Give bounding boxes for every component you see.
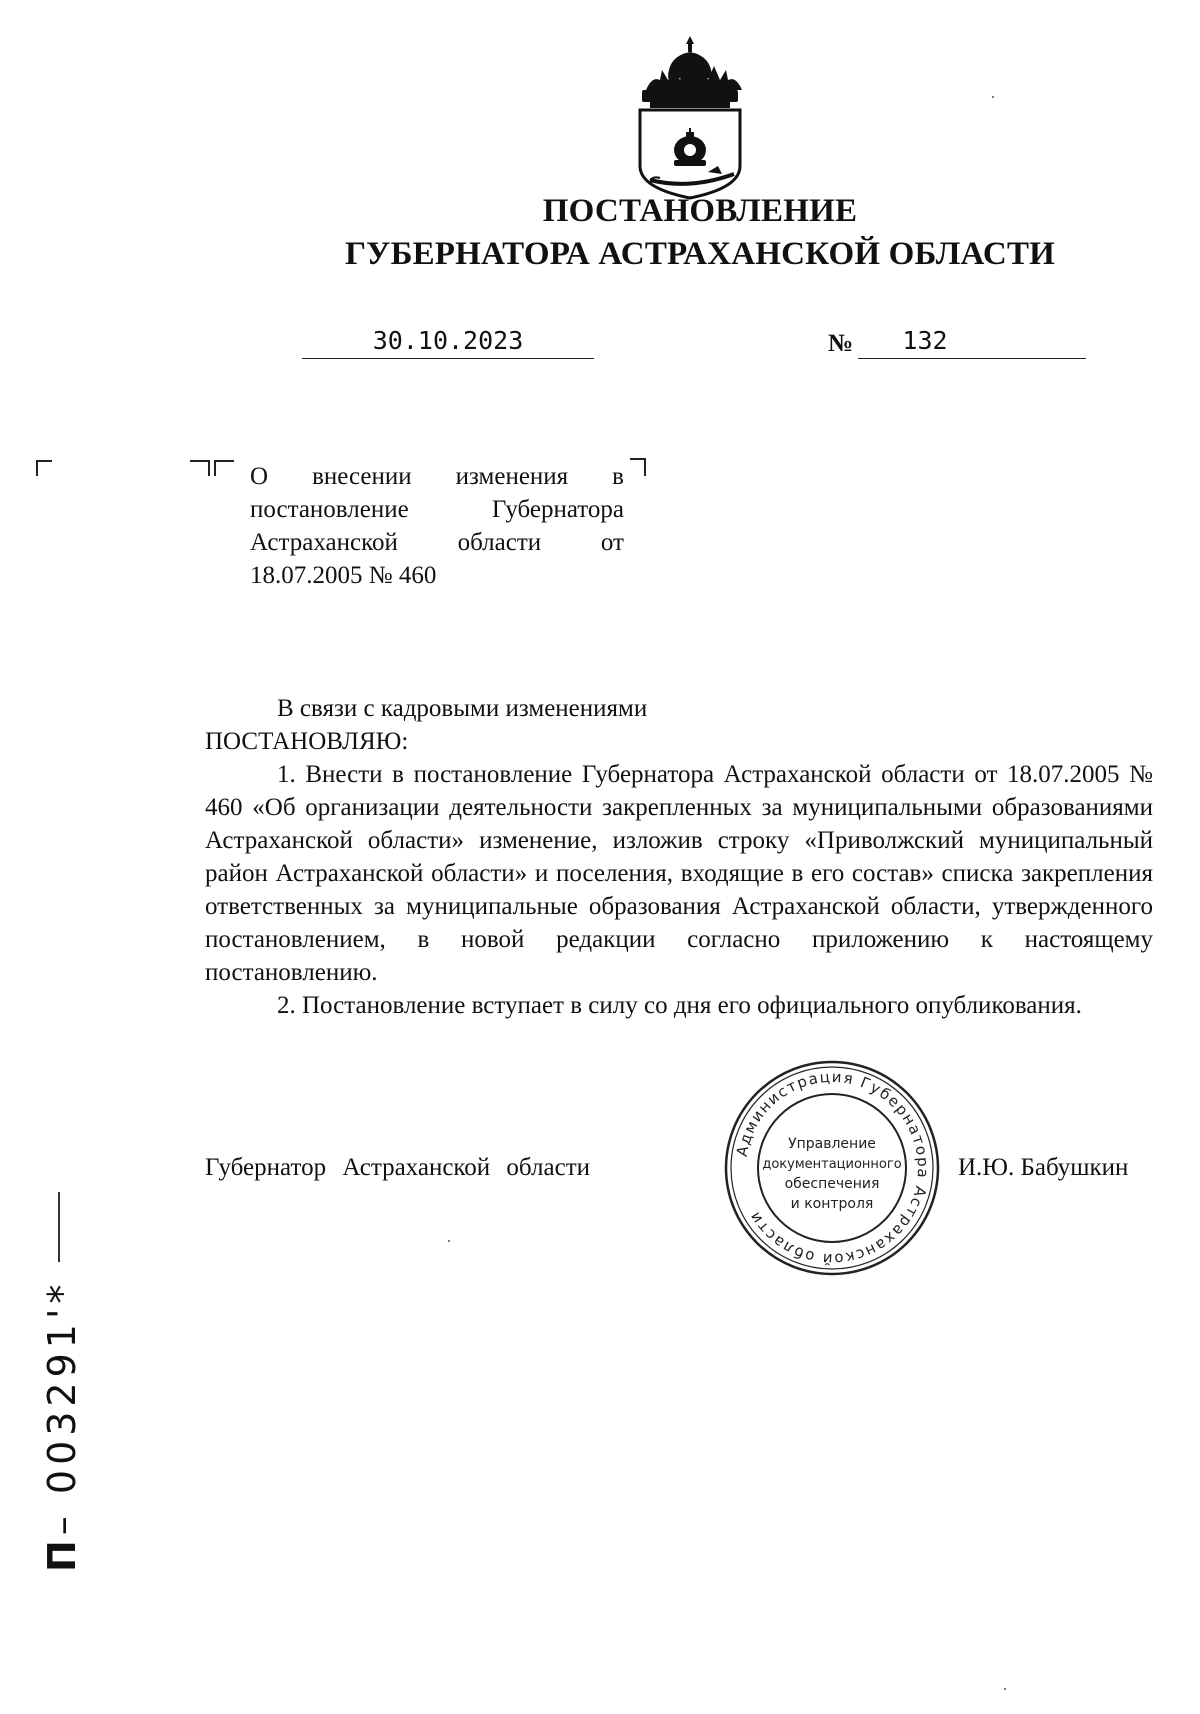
document-subject (250, 460, 624, 592)
document-type-title: ПОСТАНОВЛЕНИЕ (542, 193, 858, 229)
registration-number (40, 1280, 84, 1572)
scan-speck (992, 96, 994, 98)
subject-line: О внесении изменения в (250, 463, 624, 490)
margin-line (58, 1192, 60, 1262)
resolve-heading: ПОСТАНОВЛЯЮ: (205, 728, 409, 755)
stamp-outer-text: Администрация Губернатора Астраханской области (732, 1067, 933, 1269)
number-sign: № (828, 330, 854, 357)
corner-mark (190, 460, 210, 476)
stamp-inner-line: обеспечения (784, 1176, 880, 1192)
corner-mark (630, 458, 646, 476)
registration-prefix: П (40, 1535, 84, 1572)
item-2-paragraph: 2. Постановление вступает в силу со дня его официального опубликования. (277, 992, 1082, 1019)
stamp-inner-line: Управление (788, 1136, 876, 1152)
subject-line: постановление Губернатора (250, 496, 624, 523)
stamp-inner-line: и контроля (790, 1196, 874, 1212)
scan-speck (1004, 1688, 1006, 1690)
scan-speck (448, 1240, 450, 1242)
preamble-paragraph: В связи с кадровыми изменениями (277, 695, 648, 722)
corner-mark (36, 460, 52, 476)
registration-code: – 003291'* (40, 1279, 84, 1536)
stamp-inner-line: документационного (762, 1157, 902, 1172)
document-number: 132 (902, 326, 948, 355)
document-body (205, 692, 1153, 1022)
subject-line: Астраханской области от (250, 529, 624, 556)
issuing-authority-title: ГУБЕРНАТОРА АСТРАХАНСКОЙ ОБЛАСТИ (344, 236, 1056, 272)
item-1-paragraph: 1. Внести в постановление Губернатора Астраханской области от 18.07.2005 № 460 «Об организации деятельности закрепленных за муниципальными образованиями Астраханской области» изменение, изложив строку «Приволжский муниципальный район Астраханской области» и поселения, входящие в его состав» списка закрепления ответственных за муниципальные образования Астраханской области, утвержденного постановлением, в новой редакции согласно приложению к настоящему постановлению. (205, 761, 1153, 986)
corner-mark (214, 460, 234, 476)
signatory-name: И.Ю. Бабушкин (958, 1154, 1129, 1181)
coat-of-arms-emblem (628, 34, 752, 202)
subject-line: 18.07.2005 № 460 (250, 562, 437, 589)
document-date: 30.10.2023 (372, 326, 524, 355)
official-stamp (722, 1058, 942, 1278)
signatory-position: Губернатор Астраханской области (205, 1154, 591, 1181)
